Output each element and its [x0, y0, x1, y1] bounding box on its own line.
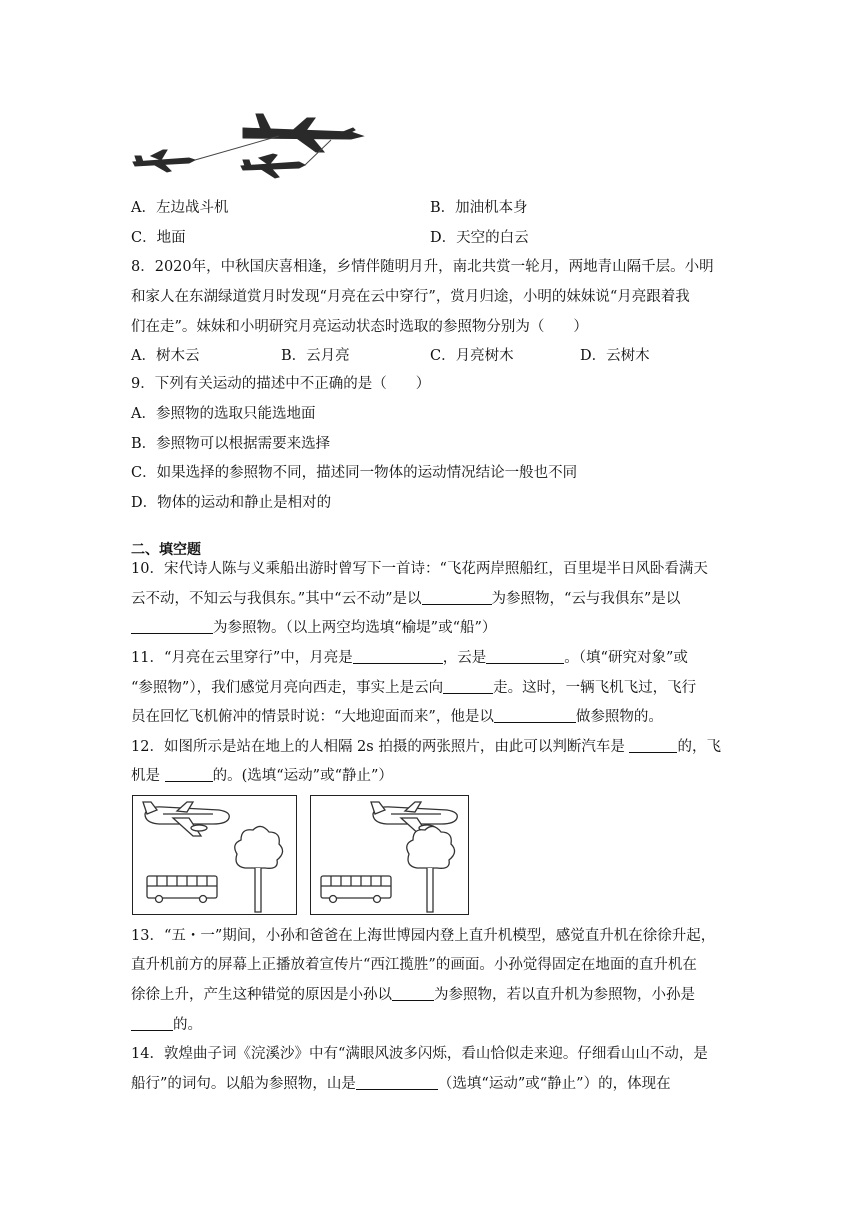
q8-stem-line3: 们在走”。妹妹和小明研究月亮运动状态时选取的参照物分别为（ ）: [131, 319, 588, 335]
q13-line4: [131, 1015, 202, 1035]
q10-line3: [131, 618, 496, 638]
q9-option-b[interactable]: B．参照物可以根据需要来选择: [131, 436, 331, 452]
q10-line3-text: 为参照物。（以上两空均选填“榆堤”或“船”）: [213, 620, 497, 636]
q9-option-d[interactable]: D．物体的运动和静止是相对的: [131, 495, 332, 511]
q10-blank-2[interactable]: [131, 618, 213, 634]
q11-blank-2[interactable]: [486, 648, 564, 664]
q11-line3-text-a: 员在回忆飞机俯冲的情景时说：“大地迎面而来”，他是以: [131, 709, 494, 725]
q11-blank-1[interactable]: [353, 648, 443, 664]
photo-1-scene: [133, 796, 296, 914]
q10-line2-text-a: 云不动，不知云与我俱东。”其中“云不动”是以: [131, 591, 422, 607]
q10-blank-1[interactable]: [422, 589, 492, 605]
q12-photo-1: [132, 795, 297, 915]
q12-line1-text-a: 12．如图所示是站在地上的人相隔 2s 拍摄的两张照片，由此可以判断汽车是: [131, 739, 630, 755]
q7-option-a[interactable]: A．左边战斗机: [131, 200, 229, 216]
q11-line1-text-b: ，云是: [442, 650, 487, 666]
q9-stem: 9．下列有关运动的描述中不正确的是（ ）: [131, 376, 431, 392]
q9-option-c[interactable]: C．如果选择的参照物不同，描述同一物体的运动情况结论一般也不同: [131, 465, 578, 481]
q8-option-a[interactable]: A．树木云: [131, 348, 200, 364]
q11-line1-text-c: 。（填“研究对象”或: [564, 650, 688, 666]
q7-option-c[interactable]: C．地面: [131, 230, 186, 246]
q12-blank-2[interactable]: [165, 766, 213, 782]
q14-line1: 14．敦煌曲子词《浣溪沙》中有“满眼风波多闪烁，看山恰似走来迎。仔细看山山不动，是: [131, 1046, 708, 1062]
bus-icon: [321, 876, 391, 903]
q8-option-c[interactable]: C．月亮树木: [430, 348, 514, 364]
q13-blank-1[interactable]: [392, 985, 434, 1001]
q13-line3: [131, 985, 695, 1005]
q11-line2-text-b: 走。这时，一辆飞机飞过，飞行: [493, 680, 697, 696]
q12-line2: [131, 766, 393, 786]
q14-line2: [131, 1074, 671, 1094]
q13-line3-text-b: 为参照物，若以直升机为参照物，小孙是: [434, 987, 695, 1003]
q14-blank-1[interactable]: [356, 1074, 438, 1090]
q8-option-d[interactable]: D．云树木: [580, 348, 650, 364]
q11-blank-4[interactable]: [494, 707, 576, 723]
tree-icon: [407, 826, 455, 912]
section-title-fill-in: 二、填空题: [131, 542, 201, 558]
q13-line4-text: 的。: [173, 1017, 202, 1033]
q13-line1: 13．“五・一”期间，小孙和爸爸在上海世博园内登上直升机模型，感觉直升机在徐徐升起，: [131, 928, 716, 944]
aerial-refueling-image: [131, 108, 371, 180]
q11-blank-3[interactable]: [443, 678, 493, 694]
q13-line3-text-a: 徐徐上升，产生这种错觉的原因是小孙以: [131, 987, 392, 1003]
q8-stem-line2: 和家人在东湖绿道赏月时发现“月亮在云中穿行”，赏月归途，小明的妹妹说“月亮跟着我: [131, 289, 690, 305]
q11-line1-text-a: 11．“月亮在云里穿行”中，月亮是: [131, 650, 353, 666]
q12-blank-1[interactable]: [629, 737, 677, 753]
q10-line2: [131, 589, 680, 609]
q11-line3-text-b: 做参照物的。: [575, 709, 663, 725]
q11-line1: [131, 648, 688, 668]
q8-stem-line1: 8．2020年，中秋国庆喜相逢，乡情伴随明月升，南北共赏一轮月，两地青山隔千层。小明: [131, 259, 714, 275]
q11-line3: [131, 707, 663, 727]
q12-line1-text-b: 的，飞: [677, 739, 721, 755]
bus-icon: [147, 876, 217, 903]
q7-option-b[interactable]: B．加油机本身: [430, 200, 528, 216]
tree-icon: [235, 826, 283, 912]
q14-line2-text-b: （选填“运动”或“静止”）的，体现在: [437, 1076, 671, 1092]
q12-line1: [131, 737, 721, 757]
q7-option-d[interactable]: D．天空的白云: [430, 230, 529, 246]
q13-line2: 直升机前方的屏幕上正播放着宣传片“西江揽胜”的画面。小孙觉得固定在地面的直升机在: [131, 957, 697, 973]
q11-line2: [131, 678, 696, 698]
q8-option-b[interactable]: B．云月亮: [281, 348, 350, 364]
q14-line2-text-a: 船行”的词句。以船为参照物，山是: [131, 1076, 356, 1092]
photo-2-scene: [311, 796, 468, 914]
q10-line2-text-b: 为参照物，“云与我俱东”是以: [491, 591, 681, 607]
q10-line1: 10．宋代诗人陈与义乘船出游时曾写下一首诗：“飞花两岸照船红，百里堤半日风卧看满天: [131, 561, 708, 577]
q12-line2-text-b: 的。(选填“运动”或“静止”）: [212, 768, 393, 784]
q12-photo-2: [310, 795, 469, 915]
airplane-icon: [371, 802, 457, 836]
airplane-icon: [143, 802, 229, 836]
q9-option-a[interactable]: A．参照物的选取只能选地面: [131, 406, 316, 422]
q11-line2-text-a: “参照物”），我们感觉月亮向西走，事实上是云向: [131, 680, 444, 696]
q12-line2-text-a: 机是: [131, 768, 165, 784]
q13-blank-2[interactable]: [131, 1015, 173, 1031]
